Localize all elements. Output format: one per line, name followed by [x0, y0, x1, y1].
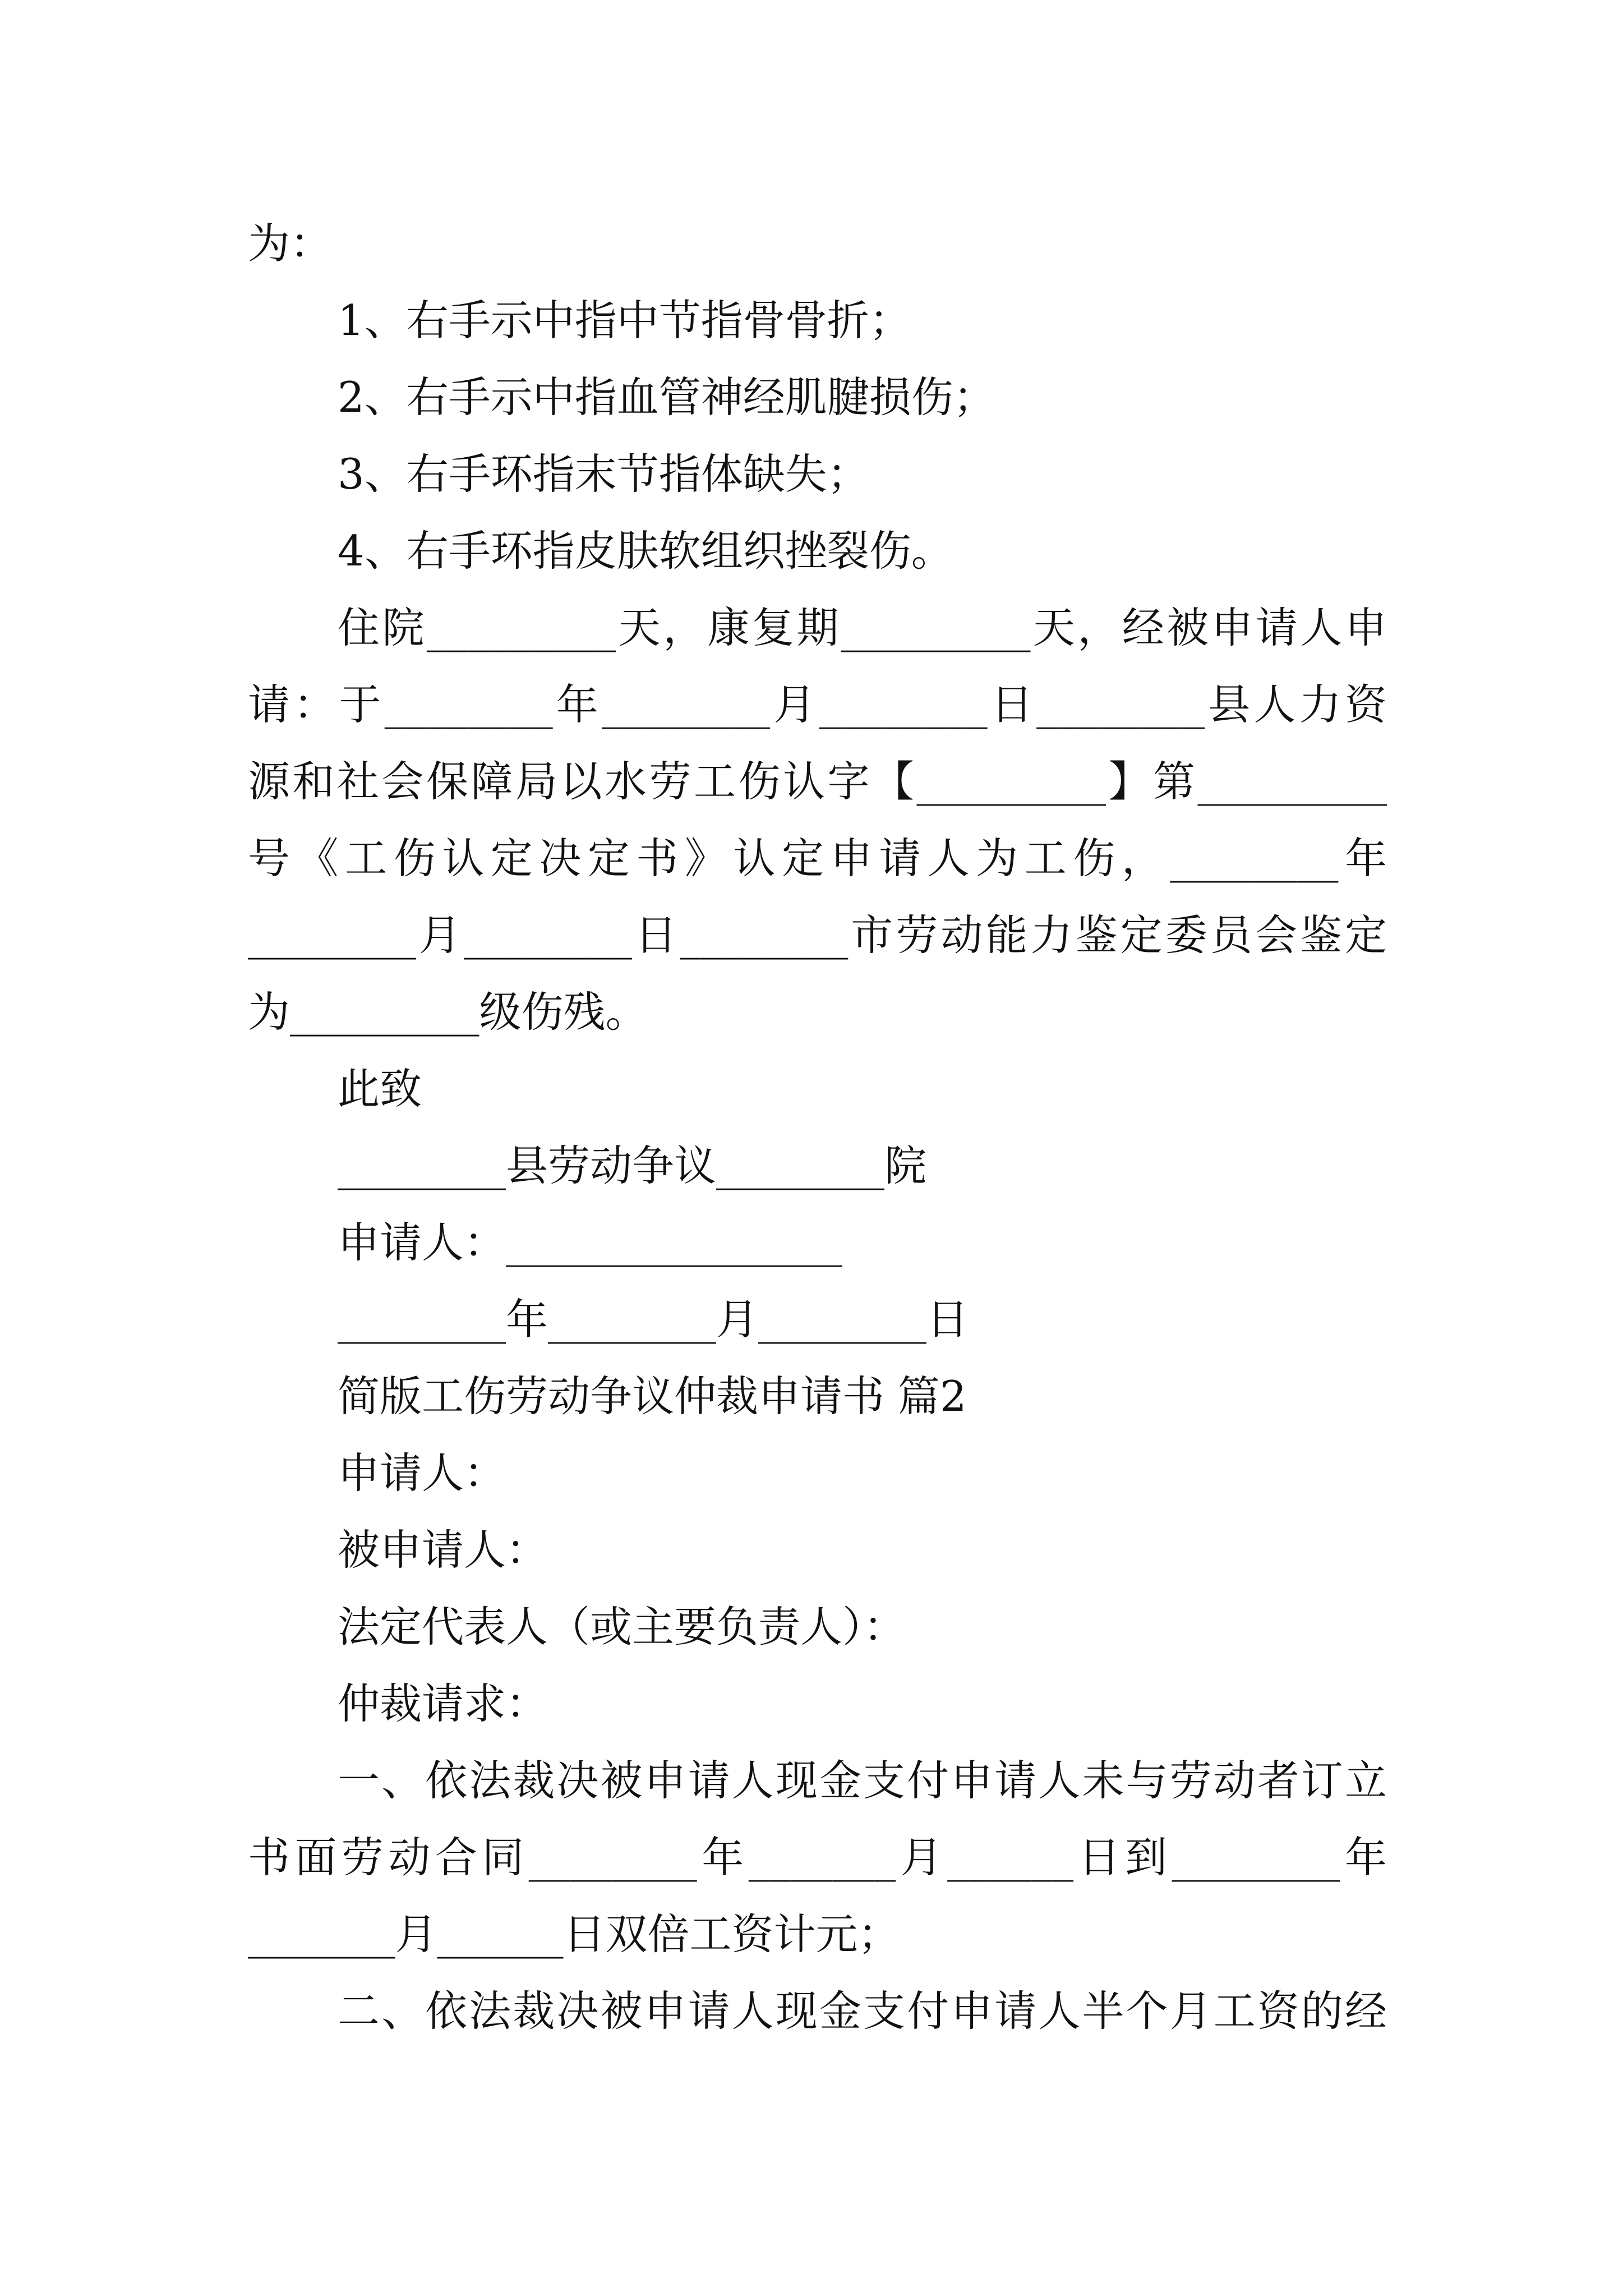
- list-item-injury-4: 4、右手环指皮肤软组织挫裂伤。: [338, 526, 953, 576]
- text-line: 源和社会保障局以水劳工伤认字【_________】第_________: [248, 757, 1387, 806]
- applicant-signature-line: 申请人：________________: [338, 1218, 843, 1267]
- closing-salutation: 此致: [338, 1064, 422, 1114]
- text-line: 号《工伤认定决定书》认定申请人为工伤，________年: [248, 834, 1387, 883]
- arbitration-request-label: 仲裁请求：: [338, 1679, 548, 1728]
- text-line: ________月________日________市劳动能力鉴定委员会鉴定: [248, 910, 1387, 960]
- applicant-label: 申请人：: [338, 1448, 506, 1498]
- addressee-line: ________县劳动争议________院: [338, 1141, 927, 1190]
- list-item-injury-1: 1、右手示中指中节指骨骨折；: [338, 296, 911, 345]
- date-line: ________年________月________日: [338, 1295, 969, 1344]
- section-heading: 简版工伤劳动争议仲裁申请书 篇2: [338, 1372, 967, 1421]
- list-item-injury-3: 3、右手环指末节指体缺失；: [338, 449, 869, 499]
- legal-representative-label: 法定代表人（或主要负责人）：: [338, 1602, 906, 1651]
- text-line: 住院_________天，康复期_________天，经被申请人申: [338, 603, 1387, 652]
- document-body: [248, 205, 1387, 2050]
- text-line: 为_________级伤残。: [248, 987, 648, 1037]
- request-item-1: 一、依法裁决被申请人现金支付申请人未与劳动者订立: [338, 1756, 1387, 1805]
- request-item-2: 二、依法裁决被申请人现金支付申请人半个月工资的经: [338, 1986, 1387, 2036]
- text-line: _______月______日双倍工资计元；: [248, 1910, 900, 1959]
- list-item-injury-2: 2、右手示中指血管神经肌腱损伤；: [338, 372, 995, 422]
- text-line: 请：于________年________月________日________县人力资: [248, 680, 1387, 729]
- respondent-label: 被申请人：: [338, 1525, 548, 1575]
- text-line: 书面劳动合同________年_______月______日到________年: [248, 1833, 1387, 1882]
- text-line: 为：: [248, 219, 333, 268]
